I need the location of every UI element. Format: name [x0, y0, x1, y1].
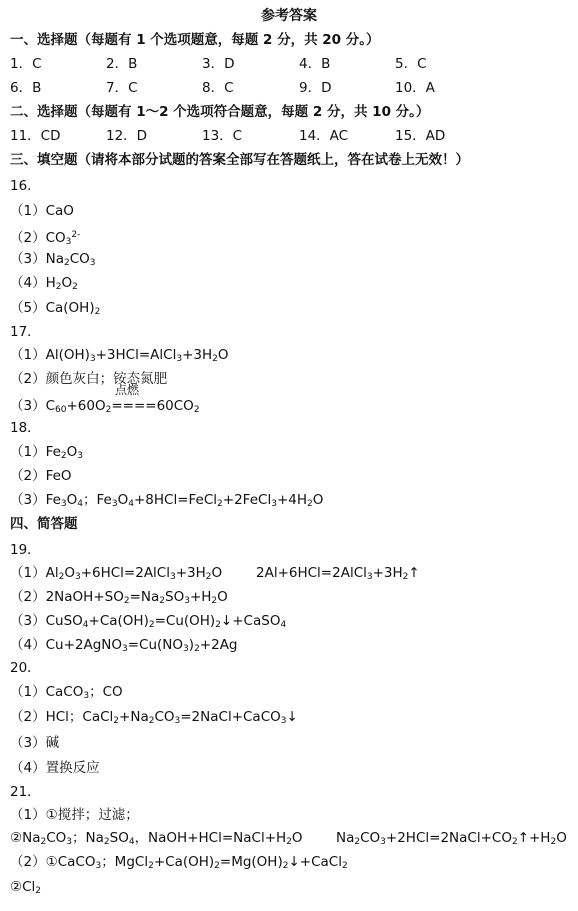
question-20-label: 20． — [10, 660, 41, 676]
answer-21-4: $②Cl_2$ — [10, 879, 42, 896]
answer-16-1: （1）CaO — [10, 203, 74, 219]
answer-19-1: $(1)Al_2O_3+6HCl=2AlCl_3+3H_2O$ — [10, 565, 223, 582]
answer-18-2: （2）FeO — [10, 468, 72, 484]
answer-20-3: （3）碱 — [10, 735, 60, 751]
answer-11: 11．CD — [10, 128, 61, 144]
answer-9: 9．D — [299, 80, 332, 96]
answer-15: 15．AD — [395, 128, 446, 144]
answer-21-2-second-equation: $Na_2CO_3+2HCl=2NaCl+CO_2↑+H_2O$ — [336, 830, 567, 847]
answer-19-2: $(2)2NaOH+SO_2=Na_2SO_3+H_2O$ — [10, 589, 228, 606]
page-title: 参考答案 — [261, 8, 317, 24]
question-21-label: 21． — [10, 784, 41, 800]
answer-20-1: （1）CaCO$_3$；CO — [10, 684, 123, 701]
answer-7: 7．C — [106, 80, 138, 96]
reaction-condition-label: 点燃 — [115, 383, 140, 397]
answer-19-3: $(3)CuSO_4+Ca(OH)_2=Cu(OH)_2↓+CaSO_4$ — [10, 613, 287, 630]
answer-5: 5．C — [395, 56, 427, 72]
answer-20-4: （4）置换反应 — [10, 760, 100, 776]
answer-3: 3．D — [202, 56, 235, 72]
answer-17-1: $(1)Al(OH)_3+3HCl=AlCl_3+3H_2O$ — [10, 347, 229, 364]
answer-16-4: $(4)H_2O_2$ — [10, 275, 78, 292]
answer-2: 2．B — [106, 56, 138, 72]
answer-14: 14．AC — [299, 128, 349, 144]
answer-4: 4．B — [299, 56, 331, 72]
section-3-heading: 三、填空题（请将本部分试题的答案全部写在答题纸上，答在试卷上无效！） — [10, 152, 469, 168]
section-4-heading: 四、简答题 — [10, 516, 78, 532]
answer-16-5: $(5)Ca(OH)_2$ — [10, 300, 101, 317]
answer-21-2: $②Na_2CO_3$；$Na_2SO_4$，$NaOH+HCl=NaCl+H_2O$ — [10, 830, 303, 847]
question-17-label: 17． — [10, 324, 41, 340]
answer-16-2: $(2)CO_3^{2-}$ — [10, 230, 81, 247]
answer-17-2: （2）颜色灰白；铵态氮肥 — [10, 371, 168, 387]
answer-19-1-second-equation: $2Al+6HCl=2AlCl_3+3H_2↑$ — [256, 565, 420, 582]
answer-16-3: $(3)Na_2CO_3$ — [10, 251, 96, 268]
question-16-label: 16． — [10, 178, 41, 194]
answer-13: 13．C — [202, 128, 243, 144]
answer-19-4: $(4)Cu+2AgNO_3=Cu(NO_3)_2+2Ag$ — [10, 637, 238, 654]
question-19-label: 19． — [10, 542, 41, 558]
section-1-heading: 一、选择题（每题有 1 个选项题意，每题 2 分，共 20 分。） — [10, 32, 380, 48]
answer-10: 10．A — [395, 80, 435, 96]
answer-21-3: （2）①CaCO$_3$；$MgCl_2+Ca(OH)_2=Mg(OH)_2↓+CaCl_2$ — [10, 854, 348, 871]
answer-17-3: $(3)C_{60}+60O_2====60CO_2$ — [10, 398, 200, 415]
answer-18-3: $(3)Fe_3O_4$；$Fe_3O_4+8HCl=FeCl_2+2FeCl_3+4H_2O$ — [10, 492, 324, 509]
section-2-heading: 二、选择题（每题有 1～2 个选项符合题意，每题 2 分，共 10 分。） — [10, 104, 430, 120]
answer-1: 1．C — [10, 56, 42, 72]
answer-21-1: （1）①搅拌；过滤； — [10, 807, 139, 823]
answer-20-2: （2）HCl；$CaCl_2+Na_2CO_3=2NaCl+CaCO_3↓$ — [10, 709, 298, 726]
question-18-label: 18． — [10, 420, 41, 436]
answer-6: 6．B — [10, 80, 42, 96]
answer-18-1: $(1)Fe_2O_3$ — [10, 444, 84, 461]
answer-12: 12．D — [106, 128, 148, 144]
answer-8: 8．C — [202, 80, 234, 96]
